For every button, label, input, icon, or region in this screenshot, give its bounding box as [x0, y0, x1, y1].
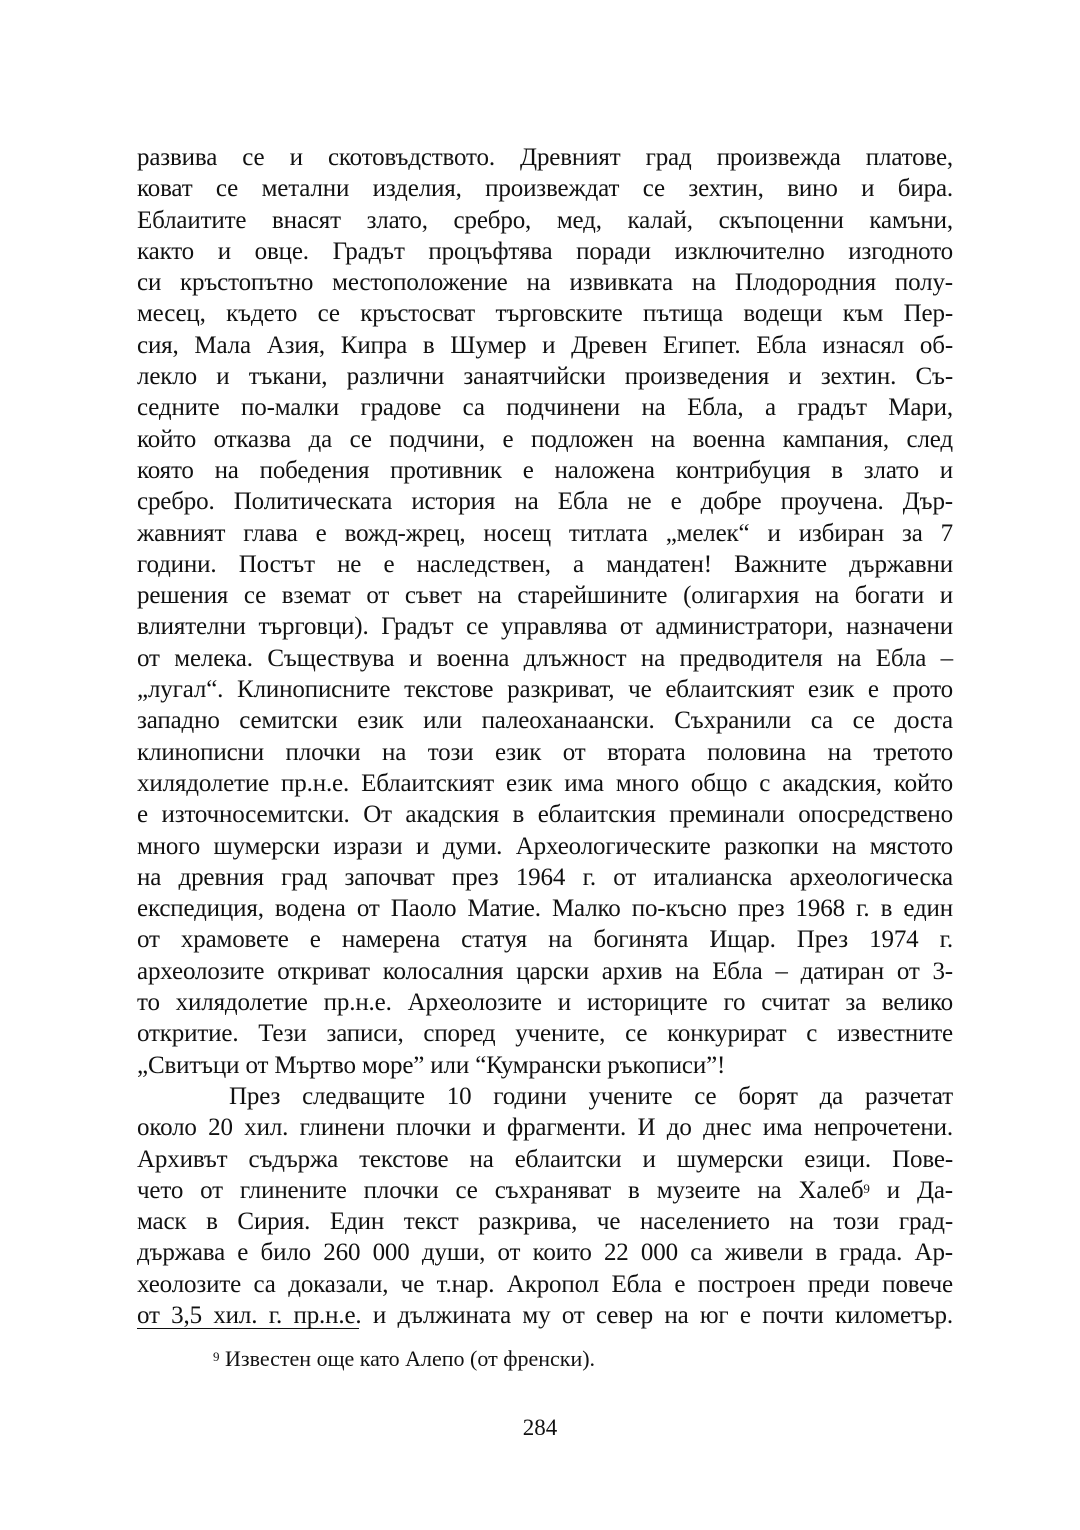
paragraph-2 — [137, 1081, 953, 1331]
text-line: развива се и скотовъдството. Древният град произвежда платове, — [137, 144, 953, 171]
text-line: „Свитъци от Мъртво море” или “Кумрански ръкописи”! — [137, 1051, 726, 1079]
text-segment: чето от глинените плочки се съхраняват в музеите на Халеб — [137, 1176, 864, 1204]
text-line: на древния град започват през 1964 г. от италианска археологическа — [137, 863, 953, 891]
text-line: Еблаитите внасят злато, сребро, мед, калай, скъпоценни камъни, — [137, 206, 953, 234]
text-line: експедиция, водена от Паоло Матие. Малко по-късно през 1968 г. в един — [137, 895, 953, 923]
text-line: си кръстопътно местоположение на извивката на Плодородния полу- — [137, 269, 953, 297]
text-line: който отказва да се подчини, е подложен на военна кампания, след — [137, 425, 953, 453]
text-line: коват се метални изделия, произвеждат се зехтин, вино и бира. — [137, 175, 953, 203]
text-line: влиятелни търговци). Градът се управлява от администратори, назначени — [137, 613, 953, 641]
text-line: години. Постът не е наследствен, а мандатен! Важните държавни — [137, 550, 953, 578]
text-line: много шумерски изрази и думи. Археологическите разкопки на мястото — [137, 832, 953, 860]
text-line: хеолозите са доказали, че т.нар. Акропол Ебла е построен преди повече — [137, 1270, 953, 1298]
text-line: лекло и тъкани, различни занаятчийски произведения и зехтин. Съ- — [137, 363, 953, 391]
text-line: западно семитски език или палеоханаански. Съхранили са се доста — [137, 707, 953, 735]
text-line: Архивът съдържа текстове на еблаитски и шумерски езици. Пове- — [137, 1145, 953, 1173]
text-line: сребро. Политическата история на Ебла не е добре проучена. Дър- — [137, 488, 953, 516]
text-line: държава е било 260 000 души, от които 22 000 са живели в града. Ар- — [137, 1239, 953, 1267]
text-line: месец, където се кръстосват търговските пътища водещи към Пер- — [137, 300, 953, 328]
text-line: откритие. Тези записи, според учените, се конкурират с известните — [137, 1020, 953, 1048]
text-line: от мелека. Съществува и военна длъжност на предводителя на Ебла – — [137, 644, 953, 672]
text-line: от храмовете е намерена статуя на богинята Ищар. През 1974 г. — [137, 926, 953, 954]
text-line-with-footnote-ref — [137, 1175, 953, 1206]
text-line: то хилядолетие пр.н.е. Археолозите и историците го считат за велико — [137, 989, 953, 1017]
text-line: жавният глава е вожд-жрец, носещ титлата „мелек“ и избиран за 7 — [137, 519, 953, 547]
footnote-divider — [137, 1328, 359, 1329]
text-segment: и Да- — [869, 1176, 953, 1204]
text-line: решения се вземат от съвет на старейшините (олигархия на богати и — [137, 582, 953, 610]
text-line: „лугал“. Клинописните текстове разкриват, че еблаитският език е прото — [137, 676, 953, 704]
footnote-reference[interactable]: 9 — [863, 1180, 870, 1196]
text-line: около 20 хил. глинени плочки и фрагменти. И до днес има непрочетени. — [137, 1114, 953, 1142]
text-line: През следващите 10 години учените се борят да разчетат — [229, 1082, 953, 1110]
footnote-marker: 9 — [213, 1349, 220, 1364]
footnote — [213, 1345, 595, 1373]
text-line: която на победения противник е наложена контрибуция в злато и — [137, 456, 953, 484]
text-line: е източносемитски. От акадския в еблаитския преминали опосредствено — [137, 801, 953, 829]
page-number: 284 — [522, 1415, 558, 1440]
text-line: седните по-малки градове са подчинени на Ебла, а градът Мари, — [137, 394, 953, 422]
text-line: от 3,5 хил. г. пр.н.е. и дължината му от север на юг е почти километър. — [137, 1301, 953, 1329]
text-line: маск в Сирия. Един текст разкрива, че населението на този град- — [137, 1208, 953, 1236]
paragraph-1 — [137, 142, 953, 1081]
text-line: археолозите откриват колосалния царски архив на Ебла – датиран от 3- — [137, 957, 953, 985]
footnote-text: Известен още като Алепо (от френски). — [219, 1346, 596, 1371]
text-line: сия, Мала Азия, Кипра в Шумер и Древен Египет. Ебла изнасял об- — [137, 331, 953, 359]
text-line: клинописни плочки на този език от втората половина на третото — [137, 738, 953, 766]
text-line: хилядолетие пр.н.е. Еблаитският език има много общо с акадския, който — [137, 769, 953, 797]
page-body — [137, 142, 953, 1331]
text-line: както и овце. Градът процъфтява поради изключително изгодното — [137, 237, 953, 265]
